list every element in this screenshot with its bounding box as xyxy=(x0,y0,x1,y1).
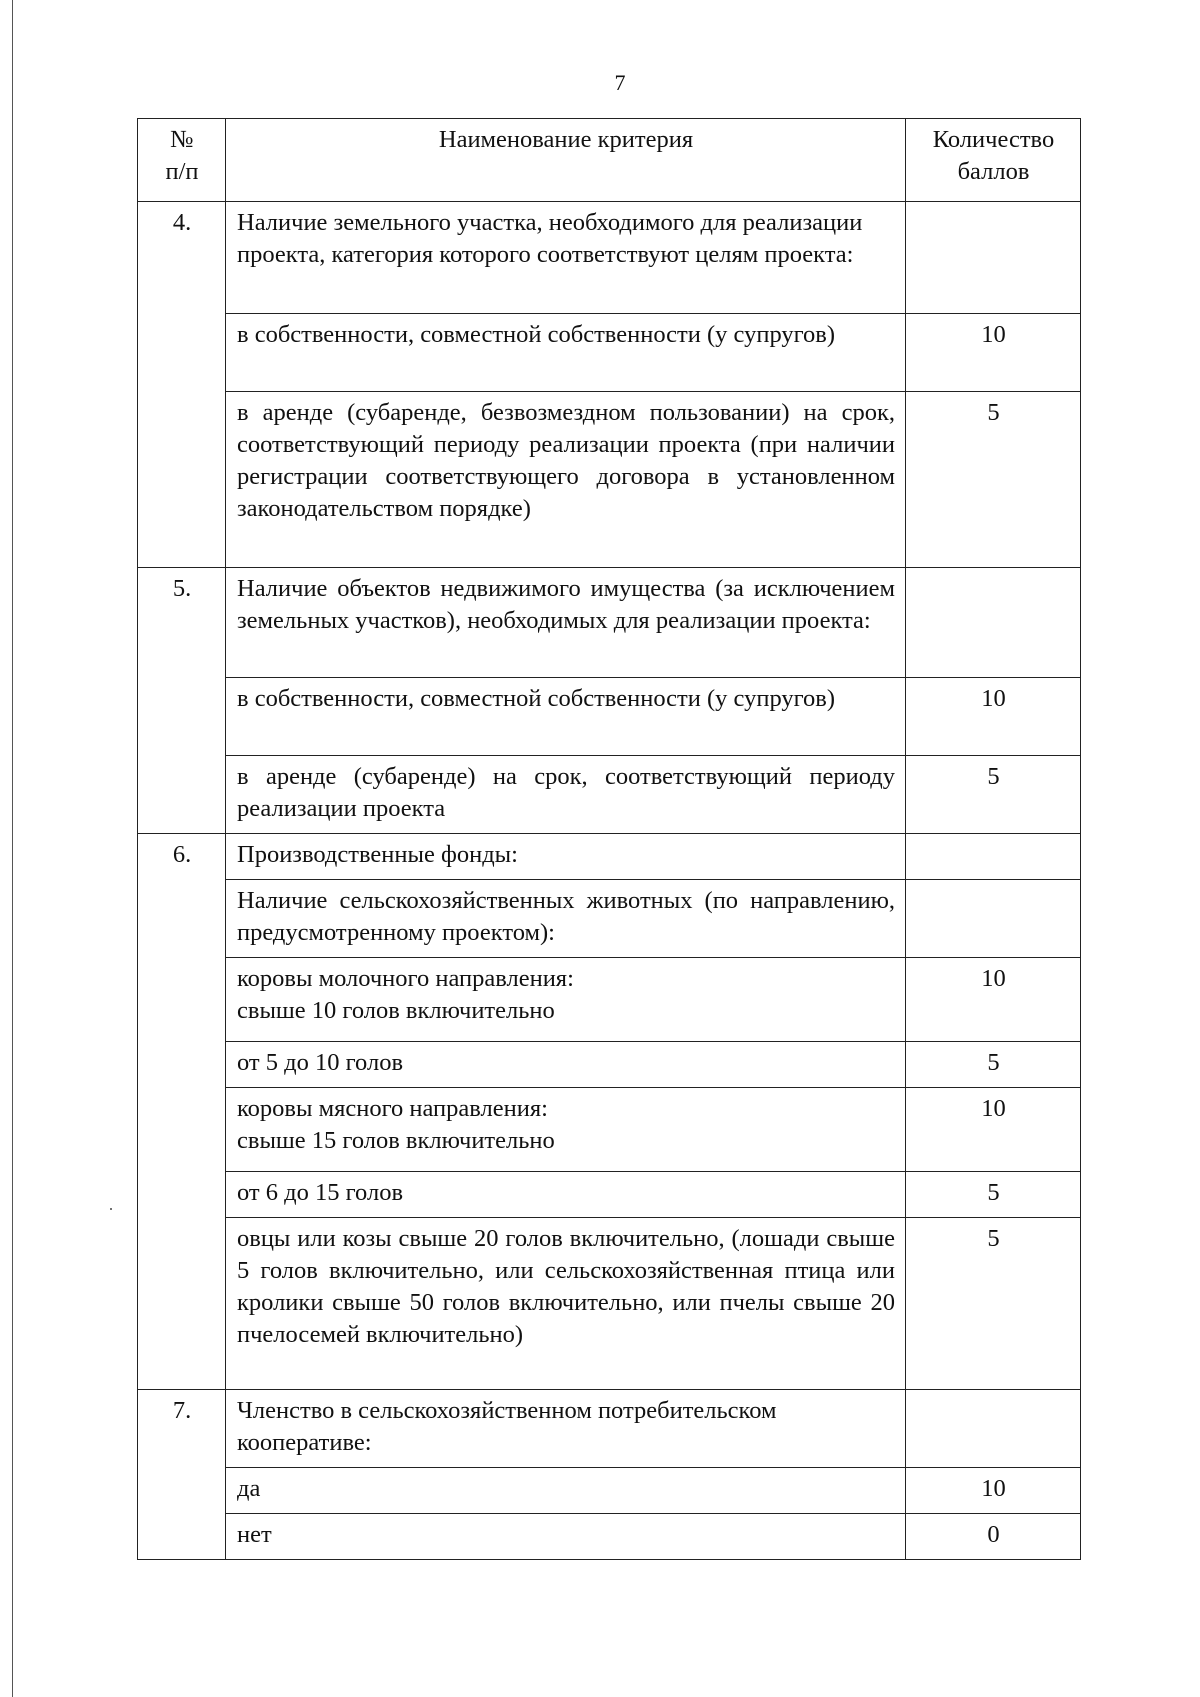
option-heading: коровы мясного направления: xyxy=(237,1095,548,1122)
score-value: 10 xyxy=(906,1088,1081,1172)
header-name: Наименование критерия xyxy=(226,119,906,202)
scan-edge-line xyxy=(12,0,13,1697)
table-row xyxy=(138,880,1081,958)
score-value: 10 xyxy=(906,1468,1081,1514)
table-row xyxy=(138,834,1081,880)
score-value: 5 xyxy=(906,1172,1081,1218)
header-score-line2: баллов xyxy=(957,158,1030,185)
criterion-title: Членство в сельскохозяйственном потребительском кооперативе: xyxy=(226,1390,906,1468)
score-value: 5 xyxy=(906,756,1081,834)
row-number: 7. xyxy=(138,1390,226,1560)
criterion-option: в собственности, совместной собственности (у супругов) xyxy=(226,314,906,392)
criterion-option: да xyxy=(226,1468,906,1514)
row-number: 5. xyxy=(138,568,226,834)
table-row xyxy=(138,1088,1081,1172)
criterion-option xyxy=(226,958,906,1042)
criterion-option: нет xyxy=(226,1514,906,1560)
table-row xyxy=(138,314,1081,392)
criterion-option: в аренде (субаренде) на срок, соответствующий периоду реализации проекта xyxy=(226,756,906,834)
header-score-line1: Количество xyxy=(932,126,1055,153)
table-row xyxy=(138,1390,1081,1468)
table-row xyxy=(138,1218,1081,1390)
header-num xyxy=(138,119,226,202)
table-row xyxy=(138,756,1081,834)
table-row xyxy=(138,1514,1081,1560)
option-label: свыше 15 голов включительно xyxy=(237,1127,555,1154)
criterion-option: в аренде (субаренде, безвозмездном пользовании) на срок, соответствующий периоду реализации проекта (при наличии регистрации соответствующего договора в установленном законодательством порядке) xyxy=(226,392,906,568)
criterion-option: овцы или козы свыше 20 голов включительно, (лошади свыше 5 голов включительно, или сельскохозяйственная птица или кролики свыше 50 голов включительно, или пчелы свыше 20 пчелосемей включительно) xyxy=(226,1218,906,1390)
score-value: 10 xyxy=(906,958,1081,1042)
criterion-title: Наличие земельного участка, необходимого для реализации проекта, категория которого соответствуют целям проекта: xyxy=(226,202,906,314)
table-row xyxy=(138,958,1081,1042)
header-num-line1: № xyxy=(170,126,194,153)
page-number: 7 xyxy=(614,70,626,95)
table-row xyxy=(138,678,1081,756)
score-cell-empty xyxy=(906,880,1081,958)
criterion-title: Наличие объектов недвижимого имущества (за исключением земельных участков), необходимых для реализации проекта: xyxy=(226,568,906,678)
criterion-option: от 6 до 15 голов xyxy=(226,1172,906,1218)
table-header-row xyxy=(138,119,1081,202)
header-score xyxy=(906,119,1081,202)
score-value: 10 xyxy=(906,314,1081,392)
criterion-subtitle: Наличие сельскохозяйственных животных (по направлению, предусмотренному проектом): xyxy=(226,880,906,958)
score-cell-empty xyxy=(906,834,1081,880)
score-value: 5 xyxy=(906,392,1081,568)
row-number: 6. xyxy=(138,834,226,1390)
criterion-title: Производственные фонды: xyxy=(226,834,906,880)
score-value: 0 xyxy=(906,1514,1081,1560)
score-value: 5 xyxy=(906,1042,1081,1088)
scan-speck xyxy=(110,1208,112,1210)
table-row xyxy=(138,1172,1081,1218)
score-value: 5 xyxy=(906,1218,1081,1390)
criterion-option: в собственности, совместной собственности (у супругов) xyxy=(226,678,906,756)
option-label: свыше 10 голов включительно xyxy=(237,997,555,1024)
table-row xyxy=(138,202,1081,314)
score-cell-empty xyxy=(906,568,1081,678)
table-row xyxy=(138,568,1081,678)
score-cell-empty xyxy=(906,202,1081,314)
score-value: 10 xyxy=(906,678,1081,756)
criteria-table xyxy=(137,118,1081,1560)
criterion-option xyxy=(226,1088,906,1172)
table-row xyxy=(138,392,1081,568)
criterion-option: от 5 до 10 голов xyxy=(226,1042,906,1088)
score-cell-empty xyxy=(906,1390,1081,1468)
table-row xyxy=(138,1042,1081,1088)
header-num-line2: п/п xyxy=(165,158,199,185)
option-heading: коровы молочного направления: xyxy=(237,965,574,992)
row-number: 4. xyxy=(138,202,226,568)
table-row xyxy=(138,1468,1081,1514)
